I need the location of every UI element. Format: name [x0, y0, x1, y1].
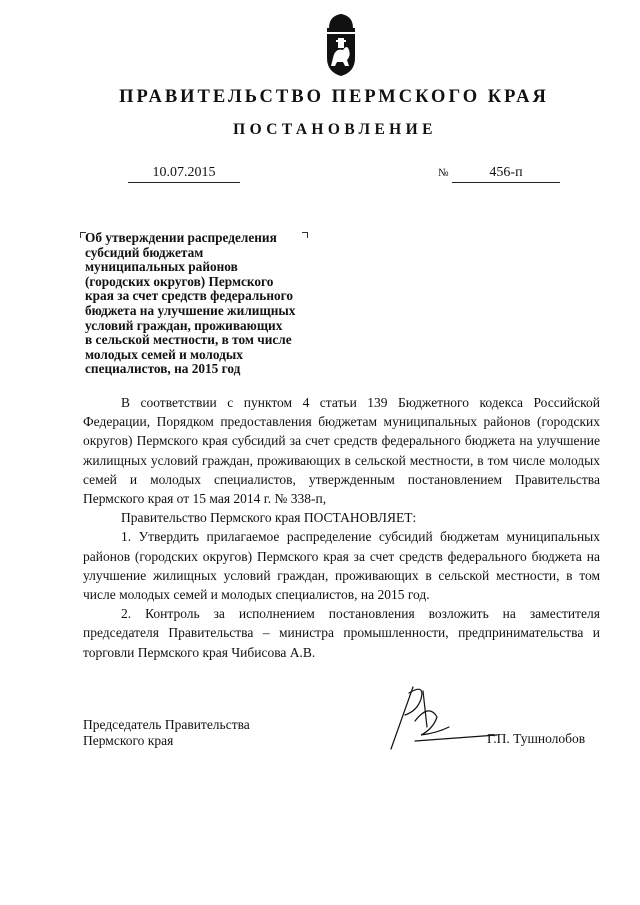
signatory-position [83, 717, 250, 748]
coat-of-arms-icon [321, 12, 361, 78]
signatory-name: Г.П. Тушнолобов [487, 731, 586, 746]
document-body [83, 393, 600, 662]
document-subject: Об утверждении распределения субсидий бюджетам муниципальных районов (городских округов) Пермского края за счет средств федерального бюджета на улучшение жилищных условий граждан, проживающих в сельской местности, в том числе молодых семей и молодых специалистов, на 2015 год [85, 230, 296, 377]
document-type: ПОСТАНОВЛЕНИЕ [233, 121, 437, 138]
government-title: ПРАВИТЕЛЬСТВО ПЕРМСКОГО КРАЯ [119, 87, 549, 107]
body-paragraph-resolves: Правительство Пермского края ПОСТАНОВЛЯЕТ: [121, 510, 417, 526]
signatory-position-line-2: Пермского края [83, 732, 174, 748]
signatory-position-line-1: Председатель Правительства [83, 717, 250, 732]
document-date: 10.07.2015 [128, 164, 240, 183]
document-number: 456-п [452, 164, 560, 183]
body-paragraph-basis: В соответствии с пунктом 4 статьи 139 Бюджетного кодекса Российской Федерации, Порядком предоставления бюджетам муниципальных районов (городских округов) Пермского края субсидий за счет средств федерального бюджета на улучшение жилищных условий граждан, проживающих в сельской местности, в том числе молодых семей и молодых специалистов, утвержденным постановлением Правительства Пермского края от 15 мая 2014 г. № 338-п, [83, 395, 600, 507]
number-prefix: № [438, 167, 449, 179]
body-paragraph-item-1: 1. Утвердить прилагаемое распределение субсидий бюджетам муниципальных районов (городских округов) Пермского края за счет средств федерального бюджета на улучшение жилищных условий граждан, проживающих в сельской местности, в том числе молодых семей и молодых специалистов, на 2015 год. [83, 529, 600, 603]
body-paragraph-item-2: 2. Контроль за исполнением постановления возложить на заместителя председателя Правительства – министра промышленности, предпринимательства и торговли Пермского края Чибисова А.В. [83, 606, 600, 660]
